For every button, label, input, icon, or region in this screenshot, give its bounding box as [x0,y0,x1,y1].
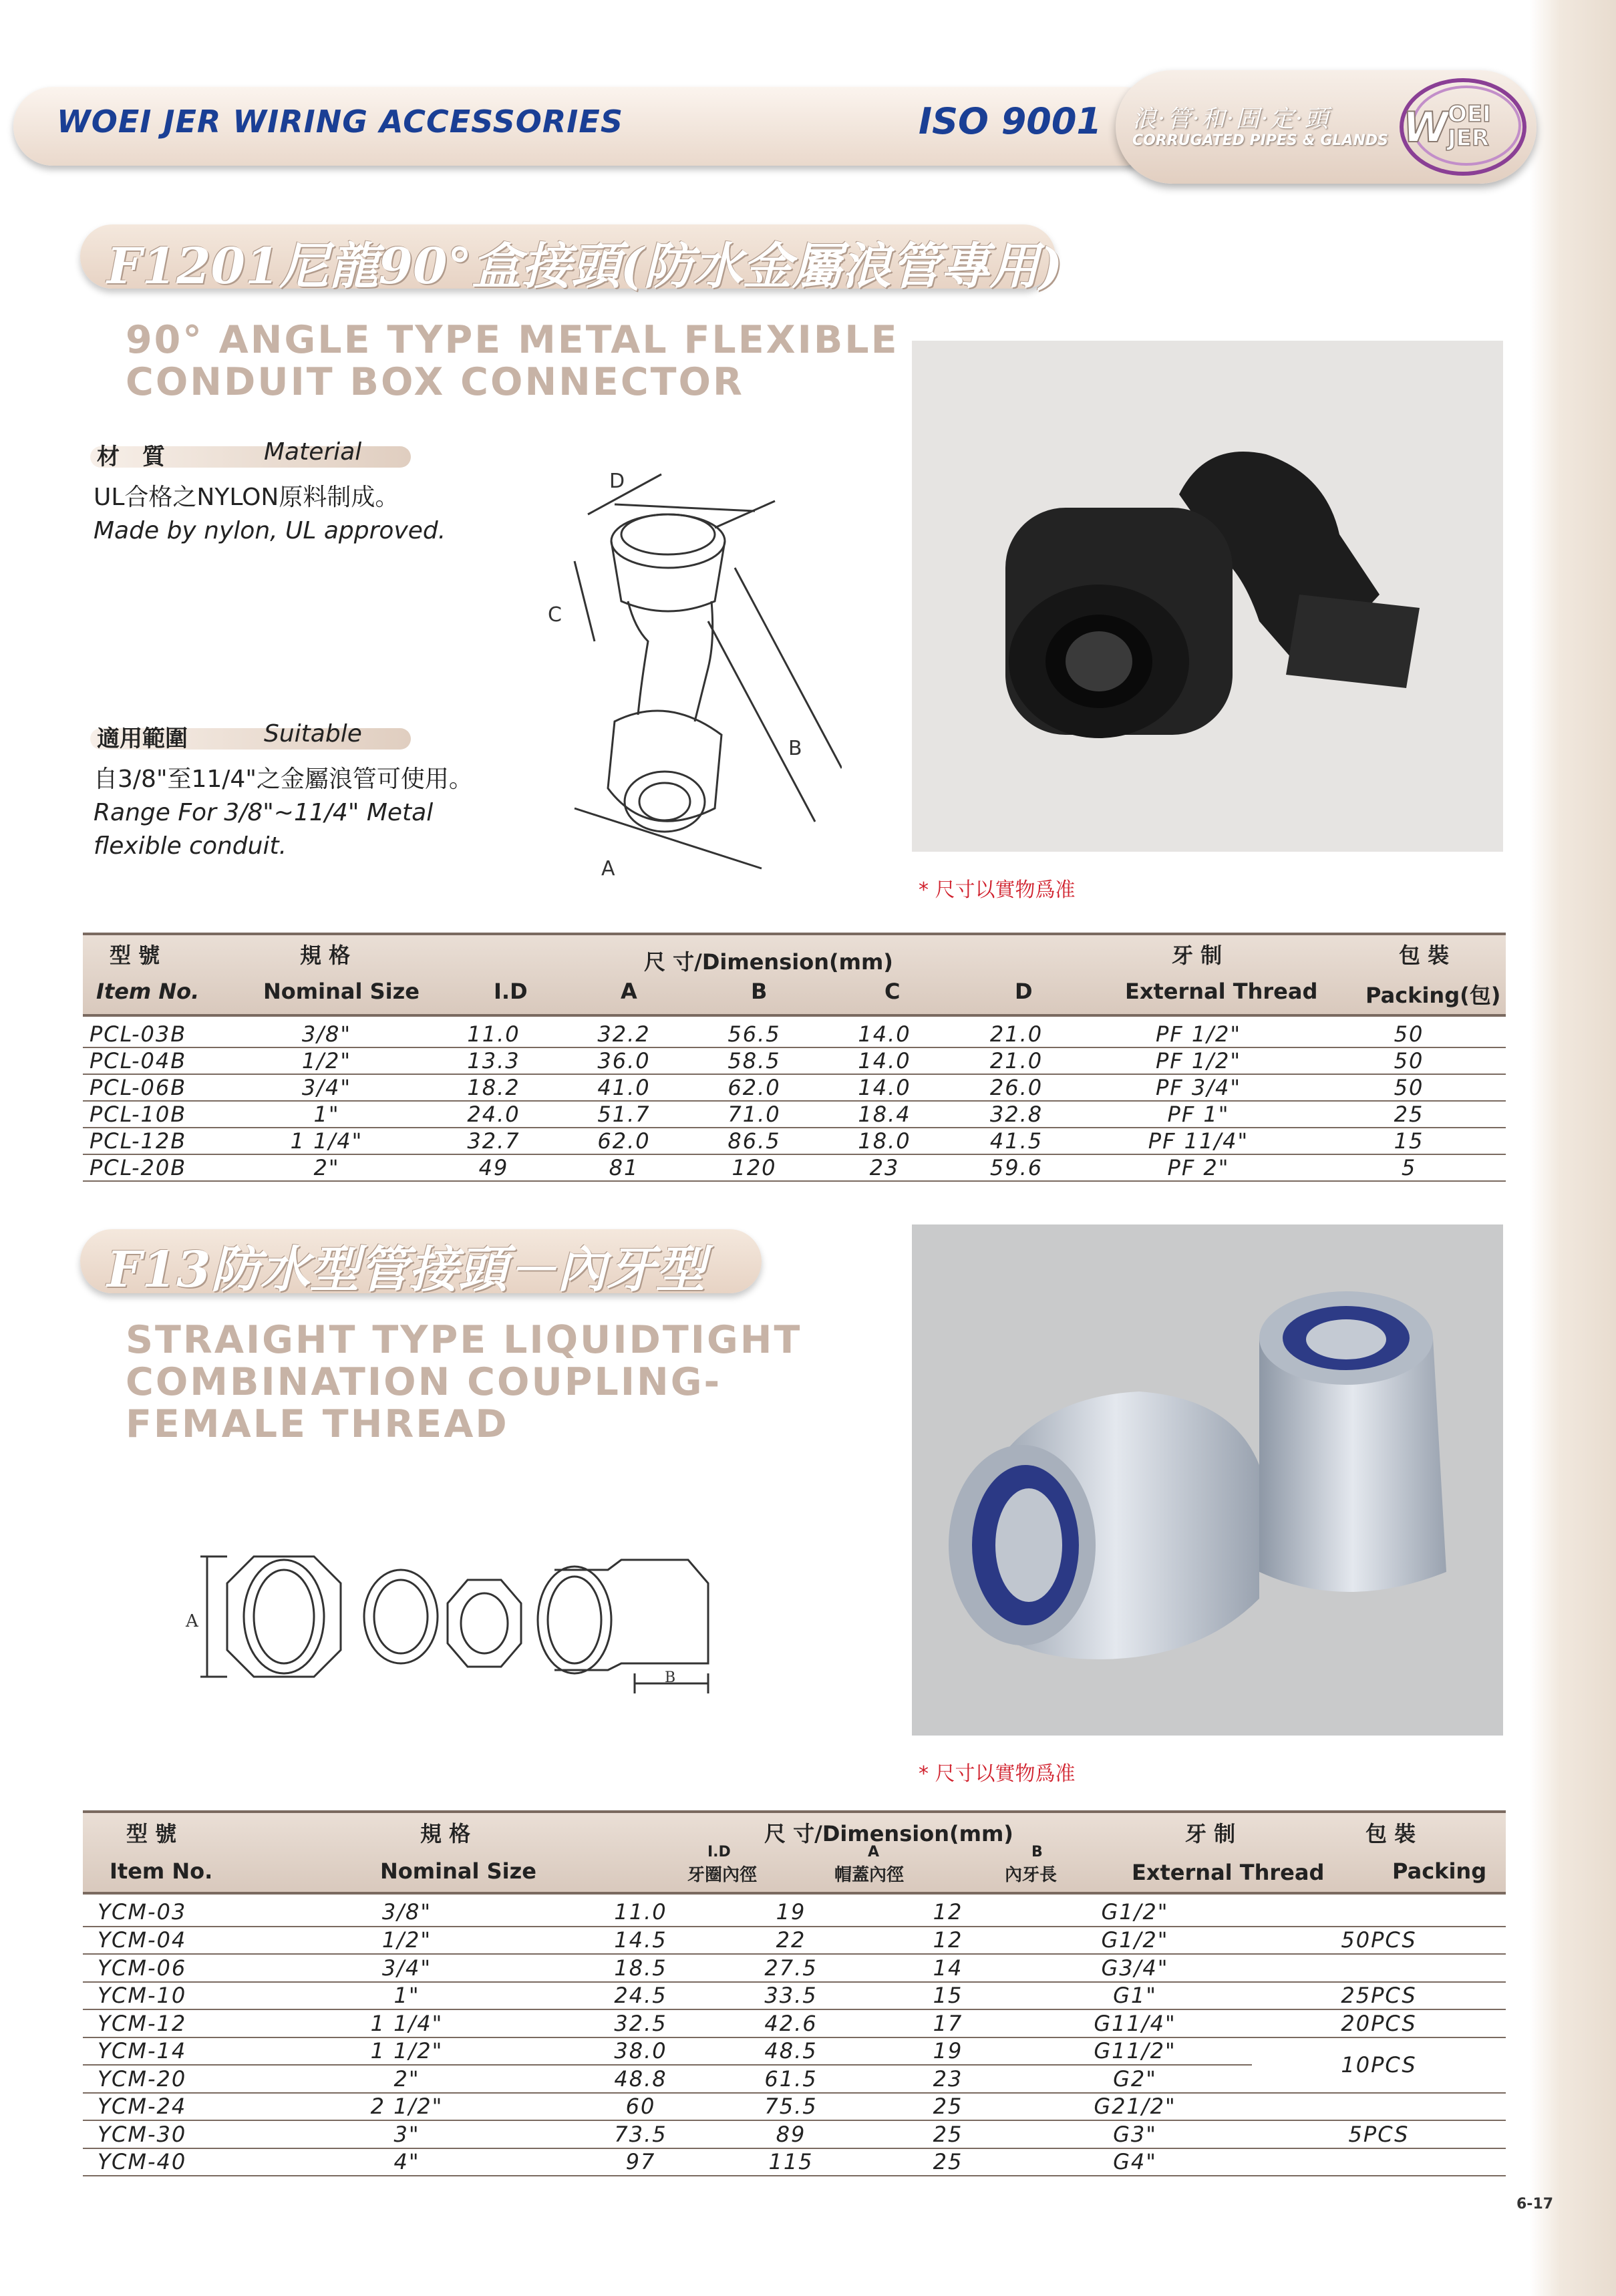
table-cell: 5 [1401,1155,1417,1180]
table-cell: 23 [933,2066,963,2092]
table-cell: YCM-06 [98,1955,187,1981]
table-row [83,1899,1506,1927]
table-cell: G21/2" [1094,2094,1176,2120]
t2-h-thread-cn: 牙 制 [1185,1821,1236,1846]
table-cell: 25 [933,2094,963,2120]
material-text-cn: UL合格之NYLON原料制成。 [94,484,399,511]
table-row [83,1954,1506,1982]
t1-h-d: D [1015,979,1033,1004]
table-cell: 25 [933,2149,963,2175]
table-cell: 49 [478,1155,509,1180]
table-cell: PCL-20B [90,1155,187,1180]
dim-label-a: A [601,857,615,880]
table-cell: 24.0 [467,1102,520,1127]
t1-h-pack-en: Packing(包) [1365,983,1501,1008]
suitable-label-cn: 適用範圍 [97,725,188,752]
table-cell: YCM-10 [98,1983,187,2009]
table-cell: 1 1/2" [370,2038,444,2064]
t2-h-size-cn: 規 格 [420,1821,471,1846]
t2-h-thread-en: External Thread [1132,1860,1325,1885]
table-cell: 75.5 [764,2094,818,2120]
t2-h-pack-en: Packing [1392,1858,1487,1884]
table-cell: 56.5 [728,1021,781,1047]
section2-title: F13防水型管接頭－內牙型 [107,1241,705,1299]
table-cell: 1" [313,1102,340,1127]
t1-h-id: I.D [494,979,528,1004]
packing-cell: 20PCS [1341,2010,1417,2036]
table-cell: 17 [933,2010,963,2036]
table-row [83,2148,1506,2176]
packing-cell-empty [1252,2148,1506,2176]
table-cell: 25 [1394,1102,1424,1127]
table-cell: 51.7 [597,1102,651,1127]
table-cell: PCL-12B [90,1128,187,1154]
table-cell: 115 [768,2149,814,2175]
side-decoration [1530,0,1616,2296]
table-cell: YCM-24 [98,2094,187,2120]
woei-jer-logo [1393,73,1530,180]
packing-cell-empty [1252,2093,1506,2121]
table-cell: 23 [869,1155,900,1180]
elbow-connector-photo [912,341,1503,852]
t2-h-id-cn: 牙圈內徑 [687,1865,758,1885]
svg-text:W: W [1403,103,1449,152]
table-cell: PCL-10B [90,1102,187,1127]
table-row [83,1047,1506,1074]
table1-header [83,939,1506,1012]
table-cell: PF 2" [1167,1155,1230,1180]
t1-h-pack-cn: 包 裝 [1399,943,1450,968]
table-row [83,1154,1506,1181]
table-cell: YCM-03 [98,1899,187,1925]
dim-label-d: D [609,470,625,493]
table-cell: 22 [776,1927,806,1953]
table-cell: 14.0 [858,1021,911,1047]
table-cell: 14 [933,1955,963,1981]
table-cell: 3" [393,2121,420,2147]
table-row [83,1128,1506,1154]
dim-label-c: C [548,603,562,627]
packing-cell-empty [1252,1899,1506,1927]
table-cell: 18.4 [858,1102,911,1127]
coupling-dim-label-b: B [665,1669,676,1686]
section2-subtitle-line2: COMBINATION COUPLING- [126,1360,722,1404]
table-cell: 25 [933,2121,963,2147]
table-cell: 19 [933,2038,963,2064]
table-cell: G3/4" [1101,1955,1169,1981]
table-cell: G3" [1113,2121,1157,2147]
coupling-dim-label-a: A [186,1611,198,1631]
table-cell: 58.5 [728,1048,781,1074]
table-cell: 27.5 [764,1955,818,1981]
table-row [83,2009,1506,2037]
suitable-text-en1: Range For 3/8"~11/4" Metal [94,799,434,826]
table-cell: YCM-04 [98,1927,187,1953]
t1-h-c: C [884,979,901,1004]
table-cell: G11/4" [1094,2010,1176,2036]
table2-header-line [83,1892,1506,1895]
table-cell: 13.3 [467,1048,520,1074]
table-cell: YCM-40 [98,2149,187,2175]
packing-cell: 25PCS [1341,1983,1417,2009]
table-row [83,1074,1506,1101]
material-label-cn: 材 質 [97,444,165,470]
table-cell: PF 1/2" [1155,1048,1242,1074]
table1-top-line [83,933,1506,935]
section2-subtitle-line1: STRAIGHT TYPE LIQUIDTIGHT [126,1318,802,1362]
page-number: 6-17 [1516,2196,1554,2212]
table-cell: 14.0 [858,1048,911,1074]
table-cell: PF 1" [1167,1102,1230,1127]
table-row [83,2120,1506,2148]
t2-h-a: A [868,1844,880,1860]
table-cell: 4" [393,2149,420,2175]
table2-header [83,1817,1506,1891]
svg-text:OEI: OEI [1448,101,1491,128]
table-row [83,1982,1506,2010]
dim-label-b: B [788,737,802,760]
table-cell: 50 [1394,1021,1424,1047]
suitable-text-cn: 自3/8"至11/4"之金屬浪管可使用。 [94,766,473,793]
t1-h-a: A [621,979,637,1004]
table-row [83,1021,1506,1047]
table-cell: 1" [393,1983,420,2009]
coupling-exploded-drawing [180,1530,728,1710]
suitable-text-en2: flexible conduit. [94,832,287,860]
table-cell: 48.8 [614,2066,667,2092]
table-cell: 3/8" [301,1021,352,1047]
table-cell: G1" [1113,1983,1157,2009]
material-label-en: Material [264,438,362,466]
table-cell: 21.0 [989,1021,1043,1047]
table-cell: 11.0 [467,1021,520,1047]
table-cell: 32.7 [467,1128,520,1154]
t2-h-b-cn: 內牙長 [1005,1865,1058,1885]
section1-note: * 尺寸以實物爲准 [919,878,1076,902]
table-cell: 62.0 [597,1128,651,1154]
table-cell: 61.5 [764,2066,818,2092]
table-row [83,1927,1506,1955]
table-cell: 36.0 [597,1048,651,1074]
suitable-text [94,763,473,863]
table-cell: 59.6 [989,1155,1043,1180]
table-cell: 32.5 [614,2010,667,2036]
section2-subtitle-line3: FEMALE THREAD [126,1402,509,1446]
table-cell: 32.2 [597,1021,651,1047]
table-cell: 3/4" [301,1075,352,1100]
table-cell: 86.5 [728,1128,781,1154]
t1-h-size-en: Nominal Size [263,979,420,1004]
table-cell: 19 [776,1899,806,1925]
table2-body [83,1899,1506,2176]
table-cell: 60 [625,2094,656,2120]
section1-subtitle-line2: CONDUIT BOX CONNECTOR [126,360,744,404]
section1-subtitle [126,319,899,403]
table-cell: 14.0 [858,1075,911,1100]
table-cell: 18.2 [467,1075,520,1100]
table-row [83,2093,1506,2121]
table-cell: YCM-14 [98,2038,187,2064]
slogan-en: CORRUGATED PIPES & GLANDS [1132,132,1388,149]
t2-h-item-cn: 型 號 [126,1821,177,1846]
t1-h-item-en: Item No. [96,979,200,1004]
table-cell: 1 1/4" [370,2010,444,2036]
table-cell: 2 1/2" [370,2094,444,2120]
section1-title: F1201尼龍90°盒接頭(防水金屬浪管專用) [107,238,1063,295]
table-cell: 32.8 [989,1102,1043,1127]
table-cell: 97 [625,2149,656,2175]
table-cell: 41.0 [597,1075,651,1100]
table-cell: 33.5 [764,1983,818,2009]
table-cell: PCL-06B [90,1075,187,1100]
table-cell: 15 [933,1983,963,2009]
t2-h-item-en: Item No. [110,1858,213,1884]
table-cell: G2" [1113,2066,1157,2092]
coupling-photo [912,1224,1503,1736]
table-row [83,1101,1506,1128]
table-cell: 1/2" [301,1048,352,1074]
t2-h-dim: 尺 寸/Dimension(mm) [764,1821,1013,1846]
table-cell: G4" [1113,2149,1157,2175]
t1-h-item-cn: 型 號 [110,943,160,968]
section1-subtitle-line1: 90° ANGLE TYPE METAL FLEXIBLE [126,318,899,362]
table-cell: 50 [1394,1075,1424,1100]
table-cell: 73.5 [614,2121,667,2147]
table-cell: 21.0 [989,1048,1043,1074]
table-cell: 15 [1394,1128,1424,1154]
suitable-label-en: Suitable [264,720,362,748]
table-cell: 50 [1394,1048,1424,1074]
table-cell: 42.6 [764,2010,818,2036]
coupling-photo-art [912,1224,1503,1736]
t1-h-thread-cn: 牙 制 [1172,943,1223,968]
table-cell: PF 3/4" [1155,1075,1242,1100]
table-cell: 12 [933,1899,963,1925]
table-cell: G1/2" [1101,1899,1169,1925]
packing-cell-empty [1252,1954,1506,1982]
table-cell: 41.5 [989,1128,1043,1154]
t2-h-id: I.D [707,1844,731,1860]
company-name: WOEI JER WIRING ACCESSORIES [57,104,623,140]
svg-text:JER: JER [1448,125,1490,152]
t2-h-b: B [1031,1844,1043,1860]
t1-h-thread-en: External Thread [1125,979,1318,1004]
table-cell: 62.0 [728,1075,781,1100]
t1-h-size-cn: 規 格 [300,943,351,968]
table-cell: 71.0 [728,1102,781,1127]
table-cell: PF 1/2" [1155,1021,1242,1047]
t1-h-dim: 尺 寸/Dimension(mm) [644,949,893,975]
table-cell: 81 [609,1155,639,1180]
table-cell: 14.5 [614,1927,667,1953]
table-cell: 18.0 [858,1128,911,1154]
table-cell: 18.5 [614,1955,667,1981]
section2-subtitle [126,1319,802,1446]
table-cell: 3/4" [381,1955,432,1981]
elbow-connector-drawing [534,468,842,895]
material-text-en: Made by nylon, UL approved. [94,517,446,544]
table-row [83,2037,1506,2066]
packing-cell: 5PCS [1348,2121,1410,2147]
packing-cell: 50PCS [1341,1927,1417,1953]
table-cell: 24.5 [614,1983,667,2009]
table-cell: 38.0 [614,2038,667,2064]
table-cell: 2" [393,2066,420,2092]
t2-h-size-en: Nominal Size [380,1858,536,1884]
table-cell: 12 [933,1927,963,1953]
iso-label: ISO 9001 [919,100,1102,142]
table-cell: PF 11/4" [1148,1128,1249,1154]
material-text [94,481,446,548]
table-cell: 2" [313,1155,340,1180]
table-cell: 11.0 [614,1899,667,1925]
table1-body [83,1021,1506,1182]
table-cell: PCL-03B [90,1021,187,1047]
table-cell: YCM-12 [98,2010,187,2036]
table-cell: PCL-04B [90,1048,187,1074]
slogan-cn: 浪·管·和·固·定·頭 [1132,106,1330,133]
elbow-photo-art [912,341,1503,852]
table-cell: YCM-20 [98,2066,187,2092]
table-cell: 26.0 [989,1075,1043,1100]
table-cell: 1/2" [381,1927,432,1953]
section2-note: * 尺寸以實物爲准 [919,1762,1076,1786]
table-cell: 3/8" [381,1899,432,1925]
table-cell: 1 1/4" [290,1128,363,1154]
packing-cell: 10PCS [1341,2052,1417,2078]
table-cell: G11/2" [1094,2038,1176,2064]
table-cell: G1/2" [1101,1927,1169,1953]
table-cell: 48.5 [764,2038,818,2064]
table-cell: YCM-30 [98,2121,187,2147]
table1-header-line [83,1014,1506,1017]
t2-h-a-cn: 帽蓋內徑 [834,1865,905,1885]
t1-h-b: B [751,979,768,1004]
table-cell: 89 [776,2121,806,2147]
t2-h-pack-cn: 包 裝 [1365,1821,1416,1846]
table2-top-line [83,1810,1506,1813]
table-cell: 120 [732,1155,777,1180]
